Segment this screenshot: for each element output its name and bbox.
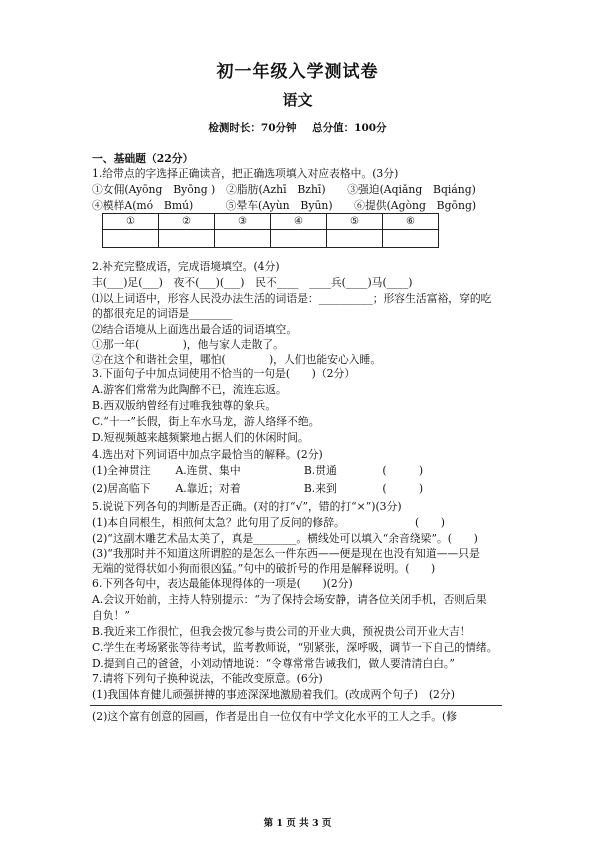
q6-prompt: 6.下列各句中，表达最能体现得体的一项是( )(2分) [92, 577, 353, 590]
q5-prompt: 5.说说下列各句的判断是否正确。(对的打“√”，错的打“×”)(3分) [92, 500, 402, 513]
q7-prompt: 7.请将下列句子换种说法，不能改变原意。(6分) [92, 672, 323, 685]
q3-prompt: 3.下面句子中加点词使用不恰当的一句是( )（2分） [92, 367, 356, 380]
q4-r2-option-a: A.靠近；对着 [175, 482, 241, 495]
q2-sub1-line2: 的都很充足的词语是________ [92, 307, 233, 320]
q4-r1-option-b: B.贯通 [303, 464, 337, 477]
answer-cell[interactable] [103, 230, 159, 248]
exam-title: 初一年级入学测试卷 [216, 62, 379, 82]
section-heading: 一、基础题（22分） [92, 152, 194, 165]
q4-r1-answer: ( ) [382, 464, 424, 477]
q2-prompt: 2.补充完整成语，完成语境填空。(4分) [92, 260, 280, 273]
q3-option-c: C.“十一”长假，街上车水马龙，游人络绎不绝。 [92, 415, 320, 428]
q5-statement-2: (2)“这副木雕艺术品太美了，真是________。横线处可以填入“余音绕梁”。( ) [92, 532, 478, 545]
q1-options-row2: ④模样A(mó Bmú) ⑤晕车(Ayùn Byūn) ⑥提供(Agòng Bgōng) [92, 199, 477, 212]
q4-row1 [92, 464, 423, 478]
q5-statement-3-line1: (3)“我那时并不知道这所谓腔的是怎么一件东西——便是现在也没有知道——只是 [92, 547, 480, 560]
q2-sub2: ⑵结合语境从上面选出最合适的词语填空。 [92, 323, 298, 336]
answer-cell[interactable] [271, 230, 327, 248]
q3-option-d: D.短视频越来越频繁地占据人们的休闲时间。 [92, 431, 309, 444]
answer-table-header: ② [159, 214, 215, 230]
q4-row2 [92, 482, 423, 496]
q2-sub1-line1: ⑴以上词语中，形容人民没办法生活的词语是：__________；形容生活富裕，穿的吃 [92, 292, 492, 305]
answer-cell[interactable] [215, 230, 271, 248]
answer-table-header: ⑤ [327, 214, 383, 230]
q1-options-row1: ①女佣(Ayōng Byōng ) ②脂肪(Azhī Bzhī) ③强迫(Aqiǎng Bqiáng) [92, 183, 476, 196]
total-score-text: 总分值：100分 [312, 122, 387, 134]
q1-answer-table [102, 213, 439, 248]
page-number: 第 1 页 共 3 页 [263, 818, 332, 829]
q2-sub2-a: ①那一年( )，他与家人走散了。 [92, 338, 284, 351]
duration-text: 检测时长：70分钟 [208, 122, 297, 134]
exam-subject: 语文 [282, 91, 313, 109]
q4-prompt: 4.选出对下列词语中加点字最恰当的解释。(2分) [92, 448, 323, 461]
q6-option-d: D.提到自己的爸爸，小刘动情地说：“令尊常常告诫我们，做人要清清白白。” [92, 657, 455, 670]
q4-r2-option-b: B.来到 [303, 482, 337, 495]
answer-table-header: ⑥ [383, 214, 439, 230]
q3-option-b: B.西双版纳曾经有过唯我独尊的象兵。 [92, 399, 277, 412]
q4-r2-answer: ( ) [382, 482, 424, 495]
q2-sub2-b: ②在这个和谐社会里，哪怕( )，人们也能安心入睡。 [92, 353, 382, 366]
q4-r1-word: (1)全神贯注 [92, 464, 151, 477]
q4-r1-option-a: A.连贯、集中 [175, 464, 241, 477]
q5-statement-3-line2: 无端的觉得状如小狗而很凶猛。”句中的破折号的作用是解释说明。( ) [92, 562, 436, 575]
answer-table-header: ④ [271, 214, 327, 230]
answer-cell[interactable] [327, 230, 383, 248]
answer-table-header: ③ [215, 214, 271, 230]
q7-sentence-1: (1)我国体育健儿顽强拼搏的事迹深深地激励着我们。(改成两个句子) (2分) [92, 688, 455, 701]
exam-meta [0, 120, 595, 135]
answer-table-header: ① [103, 214, 159, 230]
q6-option-c: C.学生在考场紧张等待考试，监考教师说，“别紧张，深呼吸，调节一下自己的情绪。 [92, 641, 498, 654]
q6-option-a-line2: 自负！” [92, 609, 130, 622]
q6-option-a-line1: A.会议开始前，主持人特别提示：“为了保持会场安静，请各位关闭手机，否则后果 [92, 593, 487, 606]
q3-option-a: A.游客们常常为此陶醉不已，流连忘返。 [92, 383, 287, 396]
q7-sentence-2: (2)这个富有创意的园画，作者是出自一位仅有中学文化水平的工人之手。(修 [92, 710, 458, 723]
q1-prompt: 1.给带点的字选择正确读音，把正确选项填入对应表格中。(3分) [92, 167, 399, 180]
q5-statement-1: (1)本自同根生，相煎何太急？此句用了反问的修辞。 ( ) [92, 516, 446, 529]
q4-r2-word: (2)居高临下 [92, 482, 151, 495]
answer-cell[interactable] [383, 230, 439, 248]
answer-line[interactable] [90, 705, 502, 706]
answer-cell[interactable] [159, 230, 215, 248]
q6-option-b: B.我近来工作很忙，但我会拨冗参与贵公司的开业大典，预祝贵公司开业大吉！ [92, 625, 471, 638]
q2-idioms: 丰(___)足(___) 夜不(___)(___) 民不____ ____兵(____)马(____) [92, 276, 413, 289]
